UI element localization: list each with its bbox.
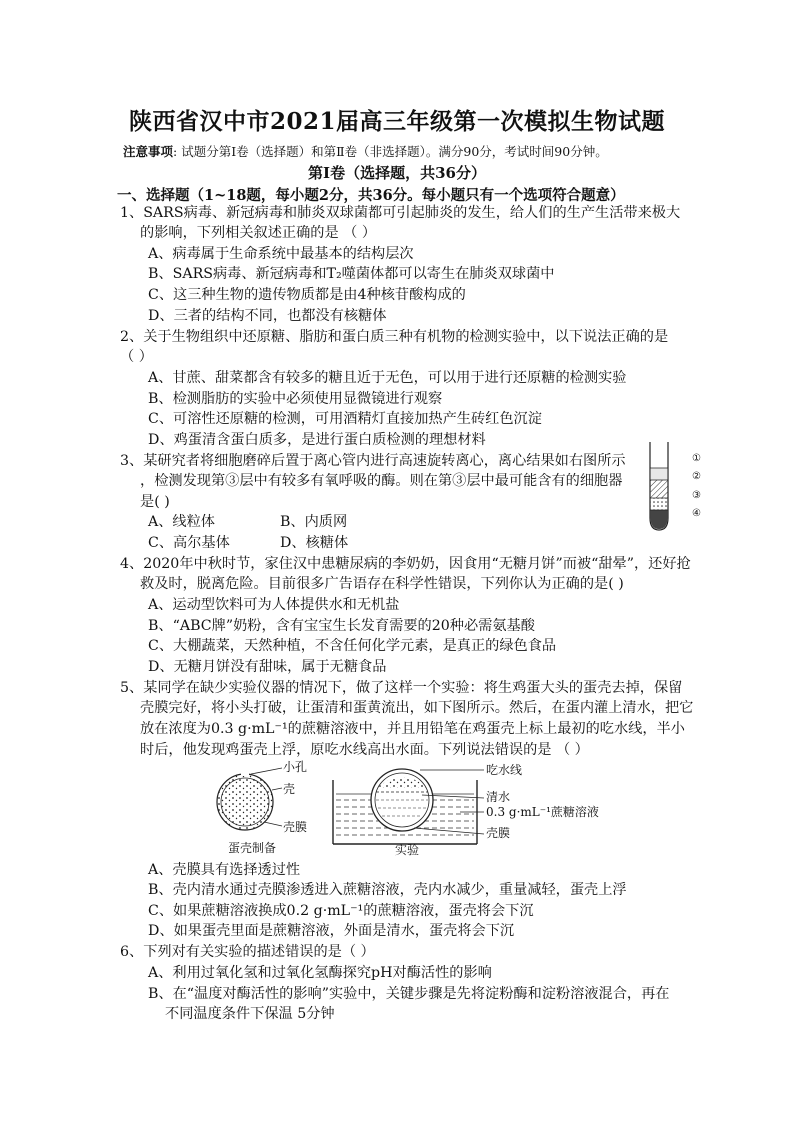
fig-caption-prep: 蛋壳制备 <box>228 841 277 855</box>
section-heading: 一、选择题（1~18题，每小题2分，共36分。每小题只有一个选项符合题意） <box>117 187 625 204</box>
q6-option-a: A、利用过氧化氢和过氧化氢酶探究pH对酶活性的影响 <box>148 965 492 981</box>
q5-option-c: C、如果蔗糖溶液换成0.2 g·mL⁻¹的蔗糖溶液，蛋壳将会下沉 <box>148 903 534 919</box>
q1-option-a: A、病毒属于生命系统中最基本的结构层次 <box>148 246 414 262</box>
q3-option-a: A、线粒体 <box>148 514 215 530</box>
fig-label-waterline: 吃水线 <box>486 763 523 777</box>
q4-option-d: D、无糖月饼没有甜味，属于无糖食品 <box>148 659 387 675</box>
q2-option-c: C、可溶性还原糖的检测，可用酒精灯直接加热产生砖红色沉淀 <box>148 411 542 427</box>
q6-stem-line1: 6、下列对有关实验的描述错误的是（ ） <box>120 944 375 960</box>
tube-label-2: ② <box>692 471 701 482</box>
tube-layer-4 <box>651 510 668 529</box>
q5-stem-line2: 壳膜完好，将小头打破，让蛋清和蛋黄流出，如下图所示。然后，在蛋内灌上清水，把它 <box>140 700 694 716</box>
q3-stem-line3: 是( ) <box>140 494 170 510</box>
tube-layer-3 <box>651 498 668 510</box>
fig-label-membrane-2: 壳膜 <box>486 826 511 840</box>
egg-prep-drawing <box>217 768 282 830</box>
q2-option-d: D、鸡蛋清含蛋白质多，是进行蛋白质检测的理想材料 <box>148 432 486 448</box>
tube-label-3: ③ <box>692 490 701 501</box>
q1-option-c: C、这三种生物的遗传物质都是由4种核苷酸构成的 <box>148 287 466 303</box>
q4-option-a: A、运动型饮料可为人体提供水和无机盐 <box>148 597 400 613</box>
q3-option-b: B、内质网 <box>280 514 348 530</box>
q5-stem-line4: 时后，他发现鸡蛋壳上浮，原吃水线高出水面。下列说法错误的是 （ ） <box>140 742 589 758</box>
tube-layer-2 <box>651 480 668 498</box>
q5-option-a: A、壳膜具有选择透过性 <box>148 862 301 878</box>
fig-label-small-hole: 小孔 <box>283 760 308 774</box>
fig-label-clear-water: 清水 <box>486 790 511 804</box>
tube-layer-1 <box>651 468 668 480</box>
tube-label-4: ④ <box>692 508 701 519</box>
q4-option-b: B、“ABC牌”奶粉，含有宝宝生长发育需要的20种必需氨基酸 <box>148 618 535 634</box>
q3-option-c: C、高尔基体 <box>148 535 230 551</box>
q3-option-d: D、核糖体 <box>280 535 349 551</box>
q4-option-c: C、大棚蔬菜，天然种植，不含任何化学元素，是真正的绿色食品 <box>148 638 557 654</box>
q6-option-b-line1: B、在“温度对酶活性的影响”实验中，关键步骤是先将淀粉酶和淀粉溶液混合，再在 <box>148 986 670 1002</box>
exam-title: 陕西省汉中市2021届高三年级第一次模拟生物试题 <box>128 108 665 135</box>
fig-label-shell: 壳 <box>283 782 296 796</box>
fig-caption-experiment: 实验 <box>395 843 420 857</box>
q5-option-d: D、如果蛋壳里面是蔗糖溶液，外面是清水，蛋壳将会下沉 <box>148 923 515 939</box>
q2-stem-line2: （ ） <box>120 349 153 365</box>
part-heading: 第Ⅰ卷（选择题，共36分） <box>308 164 486 182</box>
q1-stem-line2: 的影响，下列相关叙述正确的是 （ ） <box>140 225 377 241</box>
q1-option-d: D、三者的结构不同，也都没有核糖体 <box>148 308 387 324</box>
q3-stem-line2: ，检测发现第③层中有较多有氧呼吸的酶。则在第③层中最可能含有的细胞器 <box>140 473 623 489</box>
q2-option-a: A、甘蔗、甜菜都含有较多的糖且近于无色，可以用于进行还原糖的检测实验 <box>148 370 627 386</box>
experiment-beaker-drawing <box>333 769 484 844</box>
q1-option-b: B、SARS病毒、新冠病毒和T₂噬菌体都可以寄生在肺炎双球菌中 <box>148 266 555 282</box>
q3-stem-line1: 3、某研究者将细胞磨碎后置于离心管内进行高速旋转离心，离心结果如右图所示 <box>120 453 626 469</box>
q2-option-b: B、检测脂肪的实验中必须使用显微镜进行观察 <box>148 391 443 407</box>
notice-label: 注意事项 <box>123 144 174 159</box>
q6-option-b-line2: 不同温度条件下保温 5分钟 <box>165 1006 335 1022</box>
q1-stem-line1: 1、SARS病毒、新冠病毒和肺炎双球菌都可引起肺炎的发生，给人们的生产生活带来极大 <box>120 205 681 221</box>
tube-label-1: ① <box>692 453 701 464</box>
q2-stem-line1: 2、关于生物组织中还原糖、脂肪和蛋白质三种有机物的检测实验中，以下说法正确的是 <box>120 329 669 345</box>
q4-stem-line1: 4、2020年中秋时节，家住汉中患糖尿病的李奶奶，因食用“无糖月饼”而被“甜晕”，还好抢 <box>120 556 691 572</box>
notice-text: : 试题分第Ⅰ卷（选择题）和第Ⅱ卷（非选择题）。满分90分，考试时间90分钟。 <box>173 144 608 159</box>
fig-label-membrane: 壳膜 <box>283 820 308 834</box>
q5-stem-line3: 放在浓度为0.3 g·mL⁻¹的蔗糖溶液中，并且用铅笔在鸡蛋壳上标上最初的吃水线，半小 <box>140 721 685 737</box>
notice-line <box>123 142 608 160</box>
q5-stem-line1: 5、某同学在缺少实验仪器的情况下，做了这样一个实验：将生鸡蛋大头的蛋壳去掉，保留 <box>120 680 683 696</box>
q5-option-b: B、壳内清水通过壳膜渗透进入蔗糖溶液，壳内水减少，重量减轻，蛋壳上浮 <box>148 882 627 898</box>
q4-stem-line2: 救及时，脱离危险。目前很多广告语存在科学性错误，下列你认为正确的是( ) <box>140 576 624 592</box>
fig-label-sucrose: 0.3 g·mL⁻¹蔗糖溶液 <box>486 805 599 819</box>
